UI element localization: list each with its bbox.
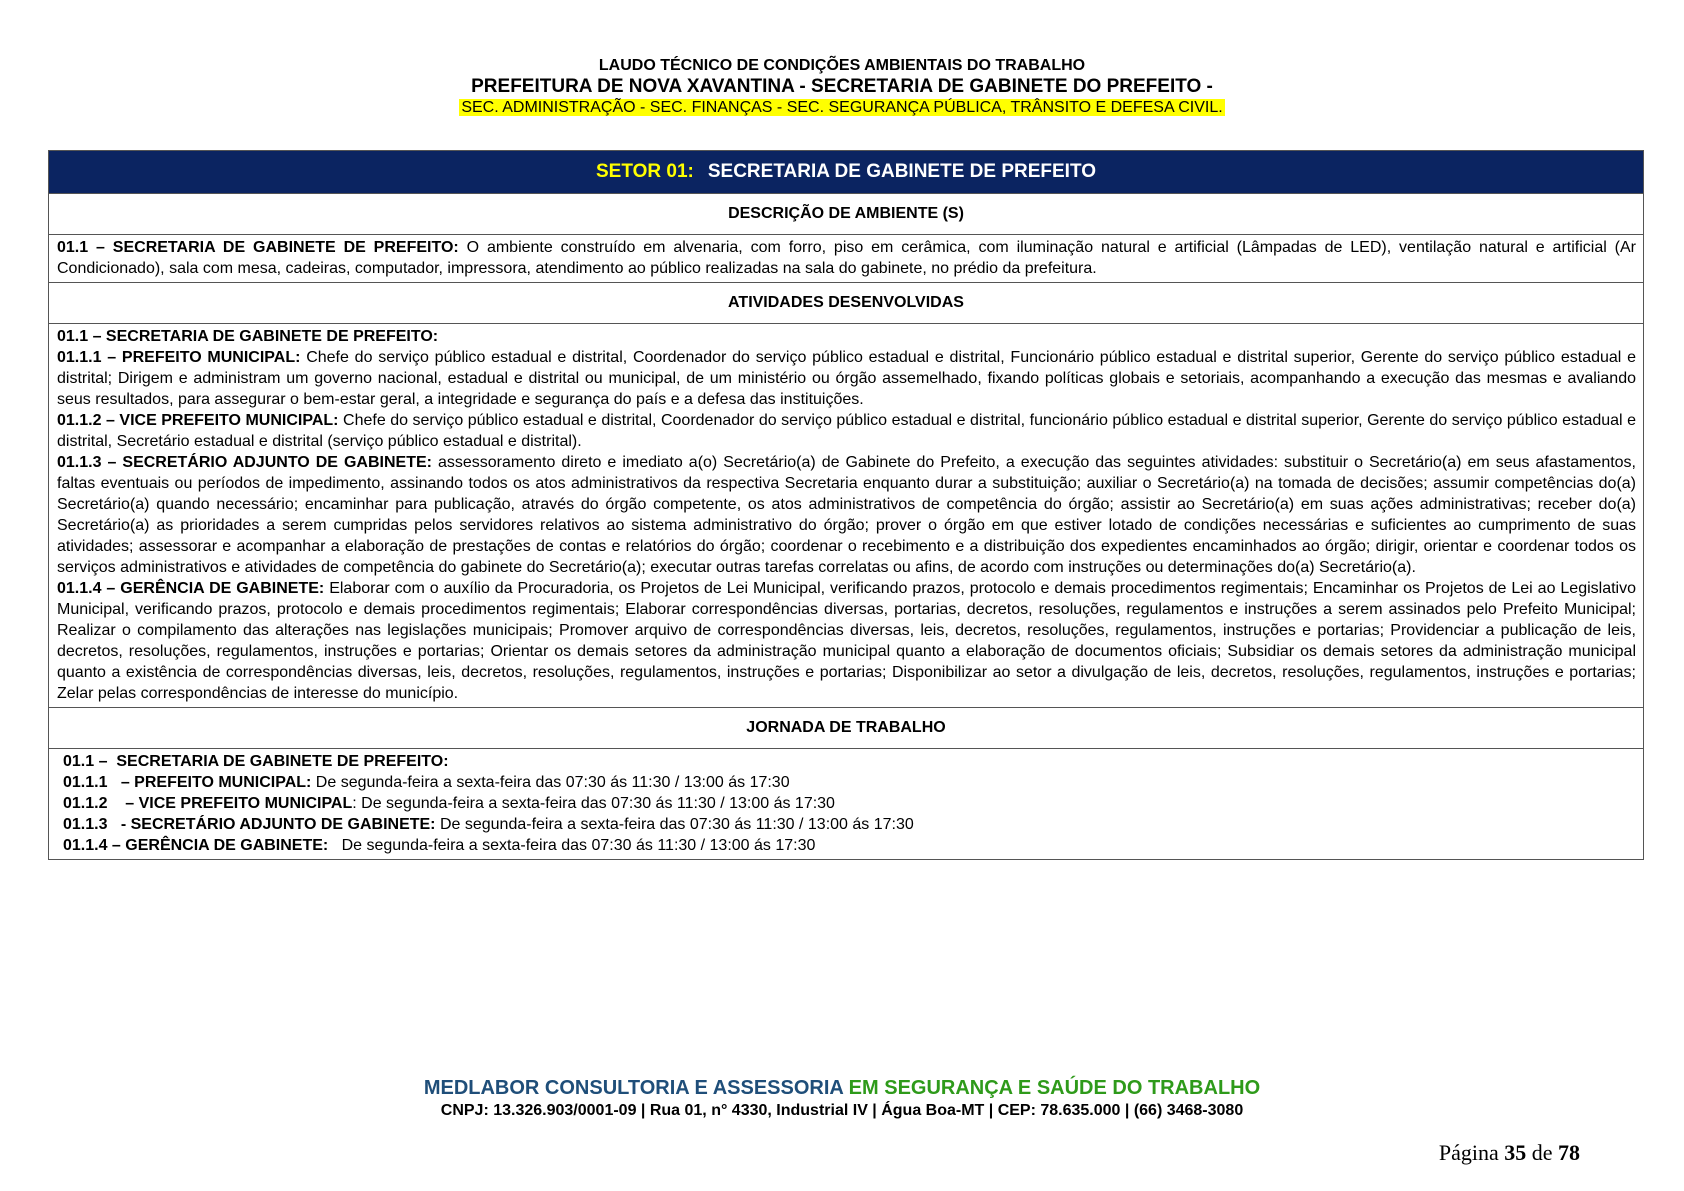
atividade-text: Chefe do serviço público estadual e distrital, Coordenador do serviço público estadual e distrital, Funcionário público estadual e distrital superior, Gerente do serviço público estadual e distrital; Dirigem e administram um governo nacional, estadual e distrital ou municipal, de um ministério ou órgão assemelhado, fixando políticas globais e setoriais, acompanhando a execução das mesmas e avaliando seus resultados, para assegurar o bem-estar geral, a integridade e segurança do país e a defesa das instituições. [57,349,1637,408]
atividade-item [57,347,1636,410]
sector-table [48,150,1644,860]
atividade-item [57,578,1636,704]
jornada-label: 01.1.2 – VICE PREFEITO MUNICIPAL [63,795,353,812]
footer-company-name: MEDLABOR CONSULTORIA E ASSESSORIA [423,1077,844,1099]
sector-code: SETOR 01: [596,161,694,182]
page-number [1439,1140,1580,1166]
jornada-text: : De segunda-feira a sexta-feira das 07:30 ás 11:30 / 13:00 ás 17:30 [352,795,835,812]
jornada-label: 01.1.1 – PREFEITO MUNICIPAL: [63,774,312,791]
sector-title-bar [49,151,1643,193]
atividade-text: assessoramento direto e imediato a(o) Secretário(a) de Gabinete do Prefeito, a execução das seguintes atividades: substituir o Secretário(a) em seus afastamentos, faltas eventuais ou períodos de impedimento, assinando todos os atos administrativos da respectiva Secretaria enquanto durar a substituição; auxiliar o Secretário(a) na tomada de decisões; assumir competências do(a) Secretário(a) quando necessário; encaminhar para publicação, através do órgão competente, os atos administrativos de competência do órgão; assistir ao Secretário(a) em suas ações administrativas; receber do(a) Secretário(a) as prioridades a serem cumpridas pelos servidores relativos ao sistema administrativo do órgão; prover o órgão em que estiver lotado de condições necessárias e suficientes ao cumprimento de suas atividades; assessorar e acompanhar a elaboração de prestações de contas e relatórios do órgão; coordenar o recebimento e a distribuição dos expedientes encaminhados ao órgão; dirigir, orientar e coordenar todos os serviços administrativos e atividades de competência do gabinete do Secretário(a); executar outras tarefas correlatas ou afins, de acordo com instruções ou determinações do(a) Secretário(a). [57,454,1637,576]
atividade-text: Chefe do serviço público estadual e distrital, Coordenador do serviço público estadual e distrital, funcionário público estadual e distrital superior, Gerente do serviço público estadual e distrital, Secretário estadual e distrital (serviço público estadual e distrital). [57,412,1637,450]
atividades-title: 01.1 – SECRETARIA DE GABINETE DE PREFEITO: [57,328,439,345]
jornada-text: De segunda-feira a sexta-feira das 07:30 ás 11:30 / 13:00 ás 17:30 [435,816,914,833]
section-body-jornada [49,748,1643,859]
section-heading-atividades: ATIVIDADES DESENVOLVIDAS [49,282,1643,323]
jornada-text: De segunda-feira a sexta-feira das 07:30 ás 11:30 / 13:00 ás 17:30 [328,837,816,854]
page-prefix: Página [1438,1140,1505,1165]
jornada-item [63,814,1636,835]
descricao-paragraph [57,237,1636,279]
document-departments [0,98,1684,118]
footer-company-tagline: EM SEGURANÇA E SAÚDE DO TRABALHO [843,1077,1261,1099]
page-separator: de [1526,1140,1558,1165]
document-subtitle: PREFEITURA DE NOVA XAVANTINA - SECRETARIA DE GABINETE DO PREFEITO - [471,76,1213,97]
section-body-descricao [49,234,1643,282]
document-header [0,56,1684,118]
departments-highlight: SEC. ADMINISTRAÇÃO - SEC. FINANÇAS - SEC. SEGURANÇA PÚBLICA, TRÂNSITO E DEFESA CIVIL. [461,99,1223,116]
page-total: 78 [1558,1140,1580,1165]
jornada-label: 01.1.3 - SECRETÁRIO ADJUNTO DE GABINETE: [63,816,436,833]
atividade-label: 01.1.3 – SECRETÁRIO ADJUNTO DE GABINETE: [57,454,432,471]
section-heading-jornada: JORNADA DE TRABALHO [49,707,1643,748]
atividade-item [57,452,1636,578]
section-body-atividades [49,323,1643,707]
document-title: LAUDO TÉCNICO DE CONDIÇÕES AMBIENTAIS DO TRABALHO [598,57,1086,74]
atividade-label: 01.1.4 – GERÊNCIA DE GABINETE: [57,580,325,597]
document-footer [0,1076,1684,1122]
atividade-item [57,410,1636,452]
footer-address: CNPJ: 13.326.903/0001-09 | Rua 01, n° 4330, Industrial IV | Água Boa-MT | CEP: 78.635.000 | (66) 3468-3080 [440,1102,1244,1119]
jornada-item [63,772,1636,793]
section-heading-descricao: DESCRIÇÃO DE AMBIENTE (S) [49,193,1643,234]
jornada-text: De segunda-feira a sexta-feira das 07:30 ás 11:30 / 13:00 ás 17:30 [311,774,790,791]
atividade-text: Elaborar com o auxílio da Procuradoria, os Projetos de Lei Municipal, verificando prazos, protocolo e demais procedimentos regimentais; Encaminhar os Projetos de Lei ao Legislativo Municipal, verificando prazos, protocolo e demais procedimentos regimentais; Elaborar correspondências diversas, portarias, decretos, resoluções, regulamentos e instruções a serem assinados pelo Prefeito Municipal; Realizar o compilamento das alterações nas legislações municipais; Promover arquivo de correspondências diversas, leis, decretos, resoluções, regulamentos, instruções e portarias; Providenciar a publicação de leis, decretos, resoluções, regulamentos, instruções e portarias; Orientar os demais setores da administração municipal quanto a elaboração de documentos oficiais; Subsidiar os demais setores da administração municipal quanto a existência de correspondências diversas, leis, decretos, resoluções, regulamentos, instruções e portarias; Disponibilizar ao setor a divulgação de leis, decretos, resoluções, regulamentos, instruções e portarias; Zelar pelas correspondências de interesse do município. [57,580,1637,702]
jornada-title: 01.1 – SECRETARIA DE GABINETE DE PREFEITO: [63,753,449,770]
jornada-item [63,793,1636,814]
descricao-text: O ambiente construído em alvenaria, com forro, piso em cerâmica, com iluminação natural e artificial (Lâmpadas de LED), ventilação natural e artificial (Ar Condicionado), sala com mesa, cadeiras, computador, impressora, atendimento ao público realizadas na sala do gabinete, no prédio da prefeitura. [57,239,1637,277]
jornada-label: 01.1.4 – GERÊNCIA DE GABINETE: [63,837,329,854]
footer-company [0,1076,1684,1100]
jornada-item [63,835,1636,856]
page-current: 35 [1504,1140,1527,1165]
sector-name: SECRETARIA DE GABINETE DE PREFEITO [707,161,1096,182]
atividade-label: 01.1.2 – VICE PREFEITO MUNICIPAL: [57,412,339,429]
atividade-label: 01.1.1 – PREFEITO MUNICIPAL: [57,349,301,366]
descricao-label: 01.1 – SECRETARIA DE GABINETE DE PREFEITO: [57,239,459,256]
